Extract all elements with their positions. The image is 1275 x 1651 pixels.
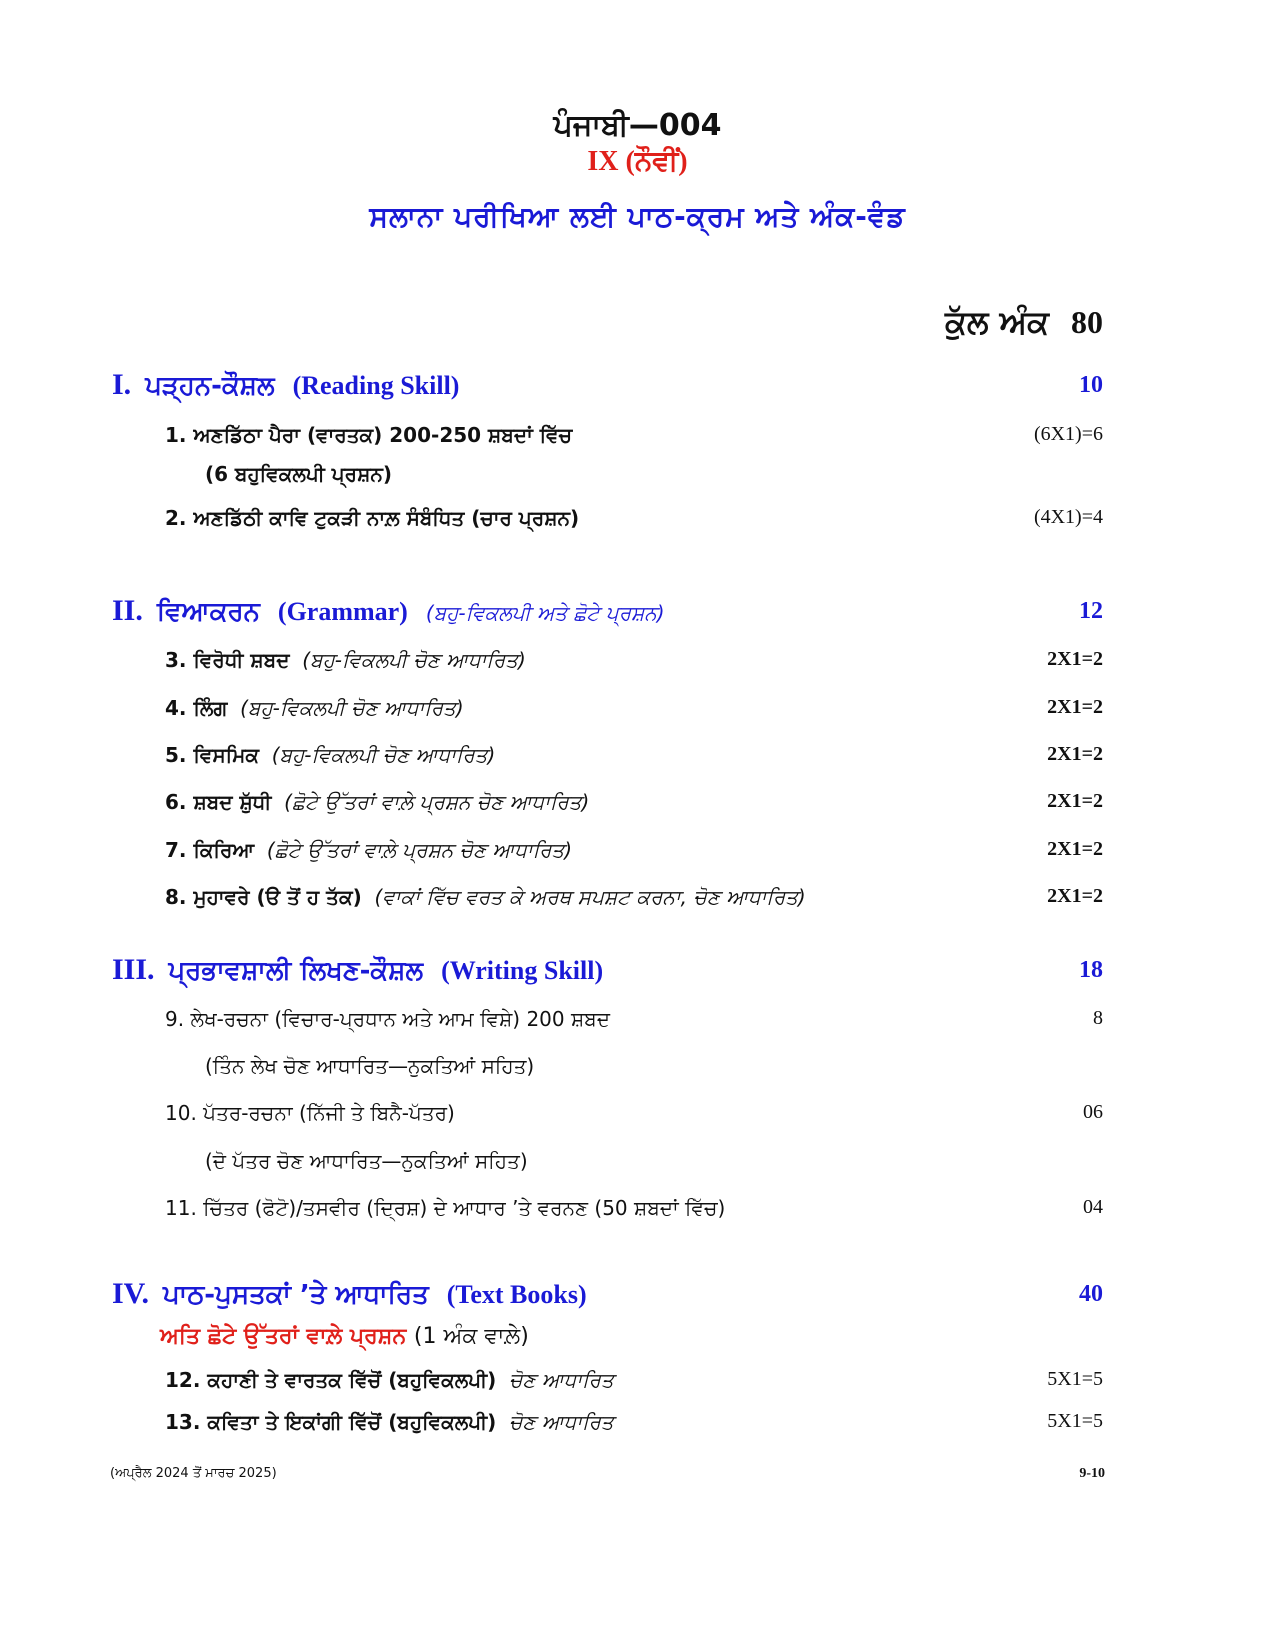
section-heading-writing (112, 953, 603, 987)
section-number: III. (112, 953, 155, 986)
list-item (165, 648, 526, 672)
item-marks: 2X1=2 (1047, 743, 1103, 765)
item-marks: 04 (1083, 1196, 1103, 1218)
item-subtext (205, 462, 392, 486)
list-item (165, 790, 589, 814)
item-note: (ਛੋਟੇ ਉੱਤਰਾਂ ਵਾਲ਼ੇ ਪ੍ਰਸ਼ਨ ਚੋਣ ਆਧਾਰਿਤ) (284, 790, 590, 814)
section-english-title: (Text Books) (446, 1280, 587, 1309)
item-text: 13. ਕਵਿਤਾ ਤੇ ਇਕਾਂਗੀ ਵਿੱਚੋਂ (ਬਹੁਵਿਕਲਪੀ) (165, 1410, 497, 1434)
question-type-label: ਅਤਿ ਛੋਟੇ ਉੱਤਰਾਂ ਵਾਲ਼ੇ ਪ੍ਰਸ਼ਨ (160, 1324, 407, 1349)
item-text: 2. ਅਣਡਿੱਠੀ ਕਾਵਿ ਟੁਕੜੀ ਨਾਲ਼ ਸੰਬੰਧਿਤ (ਚਾਰ ਪ੍ਰਸ਼ਨ) (165, 506, 580, 530)
item-note: (ਵਾਕਾਂ ਵਿੱਚ ਵਰਤ ਕੇ ਅਰਥ ਸਪਸ਼ਟ ਕਰਨਾ, ਚੋਣ ਆਧਾਰਿਤ) (374, 885, 806, 909)
item-marks: 2X1=2 (1047, 696, 1103, 718)
question-type-heading (160, 1324, 529, 1349)
total-marks-label: ਕੁੱਲ ਅੰਕ (945, 303, 1049, 341)
item-text: 3. ਵਿਰੋਧੀ ਸ਼ਬਦ (165, 648, 290, 672)
list-item (165, 506, 579, 530)
section-english-title: (Reading Skill) (292, 371, 460, 400)
item-subtext: (ਦੋ ਪੱਤਰ ਚੋਣ ਆਧਾਰਿਤ—ਨੁਕਤਿਆਂ ਸਹਿਤ) (205, 1149, 528, 1173)
item-text: 4. ਲਿੰਗ (165, 696, 228, 720)
item-marks: 2X1=2 (1047, 648, 1103, 670)
section-title: ਪੜ੍ਹਨ-ਕੌਸ਼ਲ (145, 371, 275, 401)
section-heading-reading (112, 368, 459, 402)
subject-title: ਪੰਜਾਬੀ—004 (553, 108, 722, 143)
section-title: ਵਿਆਕਰਨ (156, 597, 260, 627)
section-number: IV. (112, 1277, 149, 1310)
item-marks: 2X1=2 (1047, 790, 1103, 812)
item-marks: 5X1=5 (1047, 1368, 1103, 1390)
item-text: 5. ਵਿਸਮਿਕ (165, 743, 259, 767)
total-marks-value: 80 (1071, 304, 1103, 340)
section-number: II. (112, 594, 143, 627)
item-note: (ਬਹੁ-ਵਿਕਲਪੀ ਚੋਣ ਆਧਾਰਿਤ) (240, 696, 464, 720)
list-item (165, 696, 464, 720)
list-item (165, 838, 572, 862)
section-number: I. (112, 368, 132, 401)
list-item (165, 743, 495, 767)
item-note: (ਬਹੁ-ਵਿਕਲਪੀ ਚੋਣ ਆਧਾਰਿਤ) (302, 648, 526, 672)
section-marks: 40 (1079, 1281, 1103, 1307)
item-text: 7. ਕਿਰਿਆ (165, 838, 255, 862)
item-note: (ਬਹੁ-ਵਿਕਲਪੀ ਚੋਣ ਆਧਾਰਿਤ) (271, 743, 496, 767)
section-heading-textbooks (112, 1277, 587, 1311)
item-marks: 06 (1083, 1101, 1103, 1123)
section-english-title: (Writing Skill) (441, 956, 604, 985)
item-marks: 2X1=2 (1047, 885, 1103, 907)
total-marks (945, 303, 1103, 342)
section-note: (ਬਹੁ-ਵਿਕਲਪੀ ਅਤੇ ਛੋਟੇ ਪ੍ਰਸ਼ਨ) (425, 601, 665, 625)
item-marks: (4X1)=4 (1033, 506, 1103, 528)
list-item: 9. ਲੇਖ-ਰਚਨਾ (ਵਿਚਾਰ-ਪ੍ਰਧਾਨ ਅਤੇ ਆਮ ਵਿਸ਼ੇ) 200 ਸ਼ਬਦ (165, 1007, 611, 1031)
item-text: 1. ਅਣਡਿੱਠਾ ਪੈਰਾ (ਵਾਰਤਕ) 200-250 ਸ਼ਬਦਾਂ ਵਿੱਚ (165, 423, 573, 447)
question-type-marks: (1 ਅੰਕ ਵਾਲ਼ੇ) (413, 1324, 529, 1349)
list-item (165, 885, 806, 909)
class-label: IX (ਨੌਵੀਂ) (587, 146, 688, 177)
item-marks: 2X1=2 (1047, 838, 1103, 860)
item-text: 8. ਮੁਹਾਵਰੇ (ੳ ਤੋਂ ਹ ਤੱਕ) (165, 885, 362, 909)
section-marks: 12 (1079, 598, 1103, 624)
section-heading-grammar (112, 594, 665, 628)
list-item: 10. ਪੱਤਰ-ਰਚਨਾ (ਨਿੱਜੀ ਤੇ ਬਿਨੈ-ਪੱਤਰ) (165, 1101, 455, 1125)
item-marks: 8 (1093, 1007, 1103, 1029)
item-marks: (6X1)=6 (1033, 423, 1103, 445)
page-heading: ਸਲਾਨਾ ਪਰੀਖਿਆ ਲਈ ਪਾਠ-ਕ੍ਰਮ ਅਤੇ ਅੰਕ-ਵੰਡ (369, 200, 906, 233)
item-text: 12. ਕਹਾਣੀ ਤੇ ਵਾਰਤਕ ਵਿੱਚੋਂ (ਬਹੁਵਿਕਲਪੀ) (165, 1368, 497, 1392)
footer-date-range: (ਅਪ੍ਰੈਲ 2024 ਤੋਂ ਮਾਰਚ 2025) (110, 1466, 277, 1481)
item-note: ਚੋਣ ਆਧਾਰਿਤ (509, 1368, 614, 1392)
item-text: 6. ਸ਼ਬਦ ਸ਼ੁੱਧੀ (165, 790, 272, 814)
item-marks: 5X1=5 (1047, 1410, 1103, 1432)
section-title: ਪ੍ਰਭਾਵਸ਼ਾਲੀ ਲਿਖਣ-ਕੌਸ਼ਲ (168, 956, 424, 986)
list-item: 11. ਚਿੱਤਰ (ਫੋਟੋ)/ਤਸਵੀਰ (ਦ੍ਰਿਸ਼) ਦੇ ਆਧਾਰ ’ਤੇ ਵਰਨਣ (50 ਸ਼ਬਦਾਂ ਵਿੱਚ) (165, 1196, 726, 1220)
section-marks: 10 (1079, 372, 1103, 398)
item-subtext: (ਤਿੰਨ ਲੇਖ ਚੋਣ ਆਧਾਰਿਤ—ਨੁਕਤਿਆਂ ਸਹਿਤ) (205, 1054, 535, 1078)
item-note: ਚੋਣ ਆਧਾਰਿਤ (509, 1410, 614, 1434)
section-english-title: (Grammar) (277, 597, 408, 626)
section-marks: 18 (1079, 957, 1103, 983)
footer-page-number: 9-10 (1079, 1466, 1105, 1481)
list-item (165, 1410, 614, 1434)
list-item (165, 423, 572, 447)
item-note: (ਛੋਟੇ ਉੱਤਰਾਂ ਵਾਲ਼ੇ ਪ੍ਰਸ਼ਨ ਚੋਣ ਆਧਾਰਿਤ) (266, 838, 573, 862)
section-title: ਪਾਠ-ਪੁਸਤਕਾਂ ’ਤੇ ਆਧਾਰਿਤ (162, 1280, 429, 1310)
item-subtext-label: (6 ਬਹੁਵਿਕਲਪੀ ਪ੍ਰਸ਼ਨ) (205, 462, 393, 486)
list-item (165, 1368, 614, 1392)
